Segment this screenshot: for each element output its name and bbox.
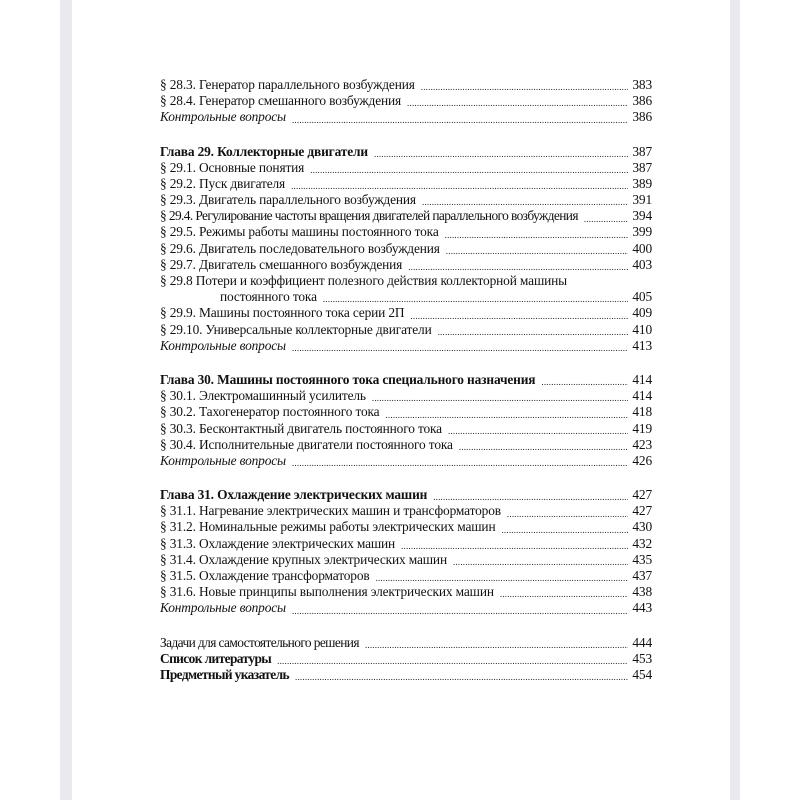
toc-entry-page: 437	[632, 568, 652, 584]
dot-leader	[295, 671, 628, 683]
dot-leader	[507, 508, 628, 520]
toc-entry-page: 387	[632, 159, 652, 175]
toc-entry[interactable]	[160, 77, 652, 93]
toc-entry-title: § 31.1. Нагревание электрических машин и трансформаторов	[160, 503, 501, 519]
dot-leader	[291, 180, 628, 192]
dot-leader	[277, 655, 628, 667]
toc-group-back-matter	[160, 635, 652, 684]
toc-entry[interactable]	[160, 322, 652, 338]
toc-entry[interactable]	[160, 257, 652, 273]
toc-entry-title: Глава 30. Машины постоянного тока специального назначения	[160, 371, 536, 387]
toc-entry[interactable]	[160, 192, 652, 208]
toc-entry-page: 403	[632, 256, 652, 272]
toc-entry-page: 435	[632, 551, 652, 567]
dot-leader	[421, 81, 628, 93]
toc-entry-title: § 29.4. Регулирование частоты вращения двигателей параллельного возбуждения	[160, 208, 578, 224]
dot-leader	[459, 441, 628, 453]
dot-leader	[433, 491, 628, 503]
toc-entry[interactable]	[160, 208, 652, 224]
toc-entry-title: Задачи для самостоятельного решения	[160, 634, 359, 650]
dot-leader	[445, 229, 628, 241]
toc-entry-page: 410	[632, 321, 652, 337]
toc-entry[interactable]	[160, 536, 652, 552]
toc-entry-title: § 29.1. Основные понятия	[160, 159, 305, 175]
toc-entry-title: § 30.4. Исполнительные двигатели постоянного тока	[160, 436, 453, 452]
toc-entry-page: 387	[632, 143, 652, 159]
toc-entry-title: Контрольные вопросы	[160, 452, 286, 468]
toc-entry-page: 427	[632, 487, 652, 503]
dot-leader	[365, 639, 628, 651]
toc-entry-title: § 29.9. Машины постоянного тока серии 2П	[160, 305, 405, 321]
toc-chapter-heading[interactable]	[160, 487, 652, 503]
toc-entry-page: 454	[632, 666, 652, 682]
toc-entry-page: 389	[632, 175, 652, 191]
dot-leader	[584, 213, 628, 225]
toc-entry-page: 413	[632, 337, 652, 353]
toc-entry-page: 383	[632, 76, 652, 92]
toc-entry-title: § 29.6. Двигатель последовательного возбуждения	[160, 240, 440, 256]
toc-entry[interactable]	[160, 584, 652, 600]
toc-entry[interactable]	[160, 667, 652, 683]
toc-entry-page: 409	[632, 305, 652, 321]
toc-entry-title: § 31.2. Номинальные режимы работы электрических машин	[160, 519, 496, 535]
toc-entry-title: § 29.8 Потери и коэффициент полезного действия коллекторной машины	[160, 273, 567, 289]
toc-entry[interactable]	[160, 160, 652, 176]
toc-entry-page: 405	[632, 289, 652, 305]
dot-leader	[323, 293, 628, 305]
toc-group-chapter-31	[160, 487, 652, 617]
toc-entry[interactable]	[160, 225, 652, 241]
dot-leader	[292, 457, 628, 469]
page-edge-left	[60, 0, 72, 800]
dot-leader	[438, 326, 628, 338]
toc-entry[interactable]	[160, 421, 652, 437]
dot-leader	[500, 588, 628, 600]
toc-entry-multiline-first[interactable]	[160, 273, 652, 289]
toc-entry-title: § 28.3. Генератор параллельного возбуждения	[160, 76, 415, 92]
toc-entry-multiline-continuation[interactable]	[160, 289, 652, 305]
toc-entry-title: § 31.6. Новые принципы выполнения электрических машин	[160, 584, 494, 600]
dot-leader	[410, 310, 628, 322]
toc-entry[interactable]	[160, 176, 652, 192]
toc-entry-page: 386	[632, 109, 652, 125]
toc-group-chapter-29	[160, 144, 652, 354]
dot-leader	[501, 524, 628, 536]
toc-entry-page: 391	[632, 192, 652, 208]
dot-leader	[453, 556, 628, 568]
toc-entry-page: 418	[632, 404, 652, 420]
dot-leader	[374, 148, 628, 160]
toc-group-chapter-30	[160, 372, 652, 469]
dot-leader	[407, 97, 628, 109]
toc-entry-page: 426	[632, 452, 652, 468]
toc-entry-page: 394	[632, 208, 652, 224]
dot-leader	[310, 164, 628, 176]
dot-leader	[401, 540, 628, 552]
toc-entry-title: § 31.3. Охлаждение электрических машин	[160, 535, 396, 551]
toc-entry-title: Глава 29. Коллекторные двигатели	[160, 143, 368, 159]
toc-entry[interactable]	[160, 520, 652, 536]
toc-entry-title: Предметный указатель	[160, 666, 290, 682]
dot-leader	[292, 605, 628, 617]
toc-entry-title: Контрольные вопросы	[160, 337, 286, 353]
toc-entry-title: § 29.2. Пуск двигателя	[160, 175, 286, 191]
toc-entry-title: § 29.10. Универсальные коллекторные двигатели	[160, 321, 432, 337]
toc-entry-page: 432	[632, 535, 652, 551]
dot-leader	[448, 425, 628, 437]
toc-entry-page: 386	[632, 93, 652, 109]
toc-entry-page: 443	[632, 600, 652, 616]
toc-entry-review-questions[interactable]	[160, 453, 652, 469]
toc-entry-title: § 30.1. Электромашинный усилитель	[160, 388, 366, 404]
toc-entry[interactable]	[160, 93, 652, 109]
toc-entry-review-questions[interactable]	[160, 600, 652, 616]
toc-entry-title: § 28.4. Генератор смешанного возбуждения	[160, 93, 402, 109]
document-page	[72, 0, 730, 800]
toc-entry[interactable]	[160, 241, 652, 257]
toc-entry[interactable]	[160, 568, 652, 584]
toc-entry-title: § 31.5. Охлаждение трансформаторов	[160, 568, 370, 584]
toc-entry-title: § 29.3. Двигатель параллельного возбуждения	[160, 192, 416, 208]
toc-chapter-heading[interactable]	[160, 372, 652, 388]
toc-entry-title: § 29.7. Двигатель смешанного возбуждения	[160, 256, 403, 272]
toc-entry-review-questions[interactable]	[160, 109, 652, 125]
dot-leader	[385, 409, 628, 421]
toc-entry-title: постоянного тока	[220, 289, 317, 305]
toc-group-chapter-28-tail	[160, 77, 652, 126]
page-edge-right	[730, 0, 740, 800]
toc-entry[interactable]	[160, 552, 652, 568]
dot-leader	[408, 261, 628, 273]
dot-leader	[541, 376, 628, 388]
toc-entry[interactable]	[160, 404, 652, 420]
toc-entry-page: 427	[632, 503, 652, 519]
dot-leader	[376, 572, 628, 584]
toc-entry[interactable]	[160, 635, 652, 651]
toc-entry-page: 453	[632, 650, 652, 666]
toc-entry-page: 438	[632, 584, 652, 600]
toc-entry-title: § 29.5. Режимы работы машины постоянного тока	[160, 224, 439, 240]
dot-leader	[292, 114, 628, 126]
dot-leader	[292, 342, 628, 354]
toc-entry[interactable]	[160, 388, 652, 404]
toc-entry-title: Список литературы	[160, 650, 272, 666]
toc-entry-page: 430	[632, 519, 652, 535]
toc-entry[interactable]	[160, 305, 652, 321]
toc-entry-title: § 30.2. Тахогенератор постоянного тока	[160, 404, 380, 420]
toc-entry-page: 400	[632, 240, 652, 256]
toc-entry-page: 444	[632, 634, 652, 650]
toc-entry-page: 399	[632, 224, 652, 240]
toc-entry-title: Контрольные вопросы	[160, 109, 286, 125]
toc-entry-page: 414	[632, 388, 652, 404]
toc-entry-page: 423	[632, 436, 652, 452]
toc-entry-review-questions[interactable]	[160, 338, 652, 354]
toc-entry-title: § 31.4. Охлаждение крупных электрических машин	[160, 551, 447, 567]
toc-entry-title: Контрольные вопросы	[160, 600, 286, 616]
toc-entry-title: Глава 31. Охлаждение электрических машин	[160, 487, 428, 503]
toc-chapter-heading[interactable]	[160, 144, 652, 160]
toc-entry[interactable]	[160, 503, 652, 519]
toc-entry[interactable]	[160, 651, 652, 667]
dot-leader	[446, 245, 628, 257]
toc-entry[interactable]	[160, 437, 652, 453]
dot-leader	[372, 392, 628, 404]
toc-entry-page: 419	[632, 420, 652, 436]
dot-leader	[422, 196, 628, 208]
toc-entry-title: § 30.3. Бесконтактный двигатель постоянного тока	[160, 420, 442, 436]
toc-entry-page: 414	[632, 371, 652, 387]
table-of-contents	[160, 77, 652, 701]
